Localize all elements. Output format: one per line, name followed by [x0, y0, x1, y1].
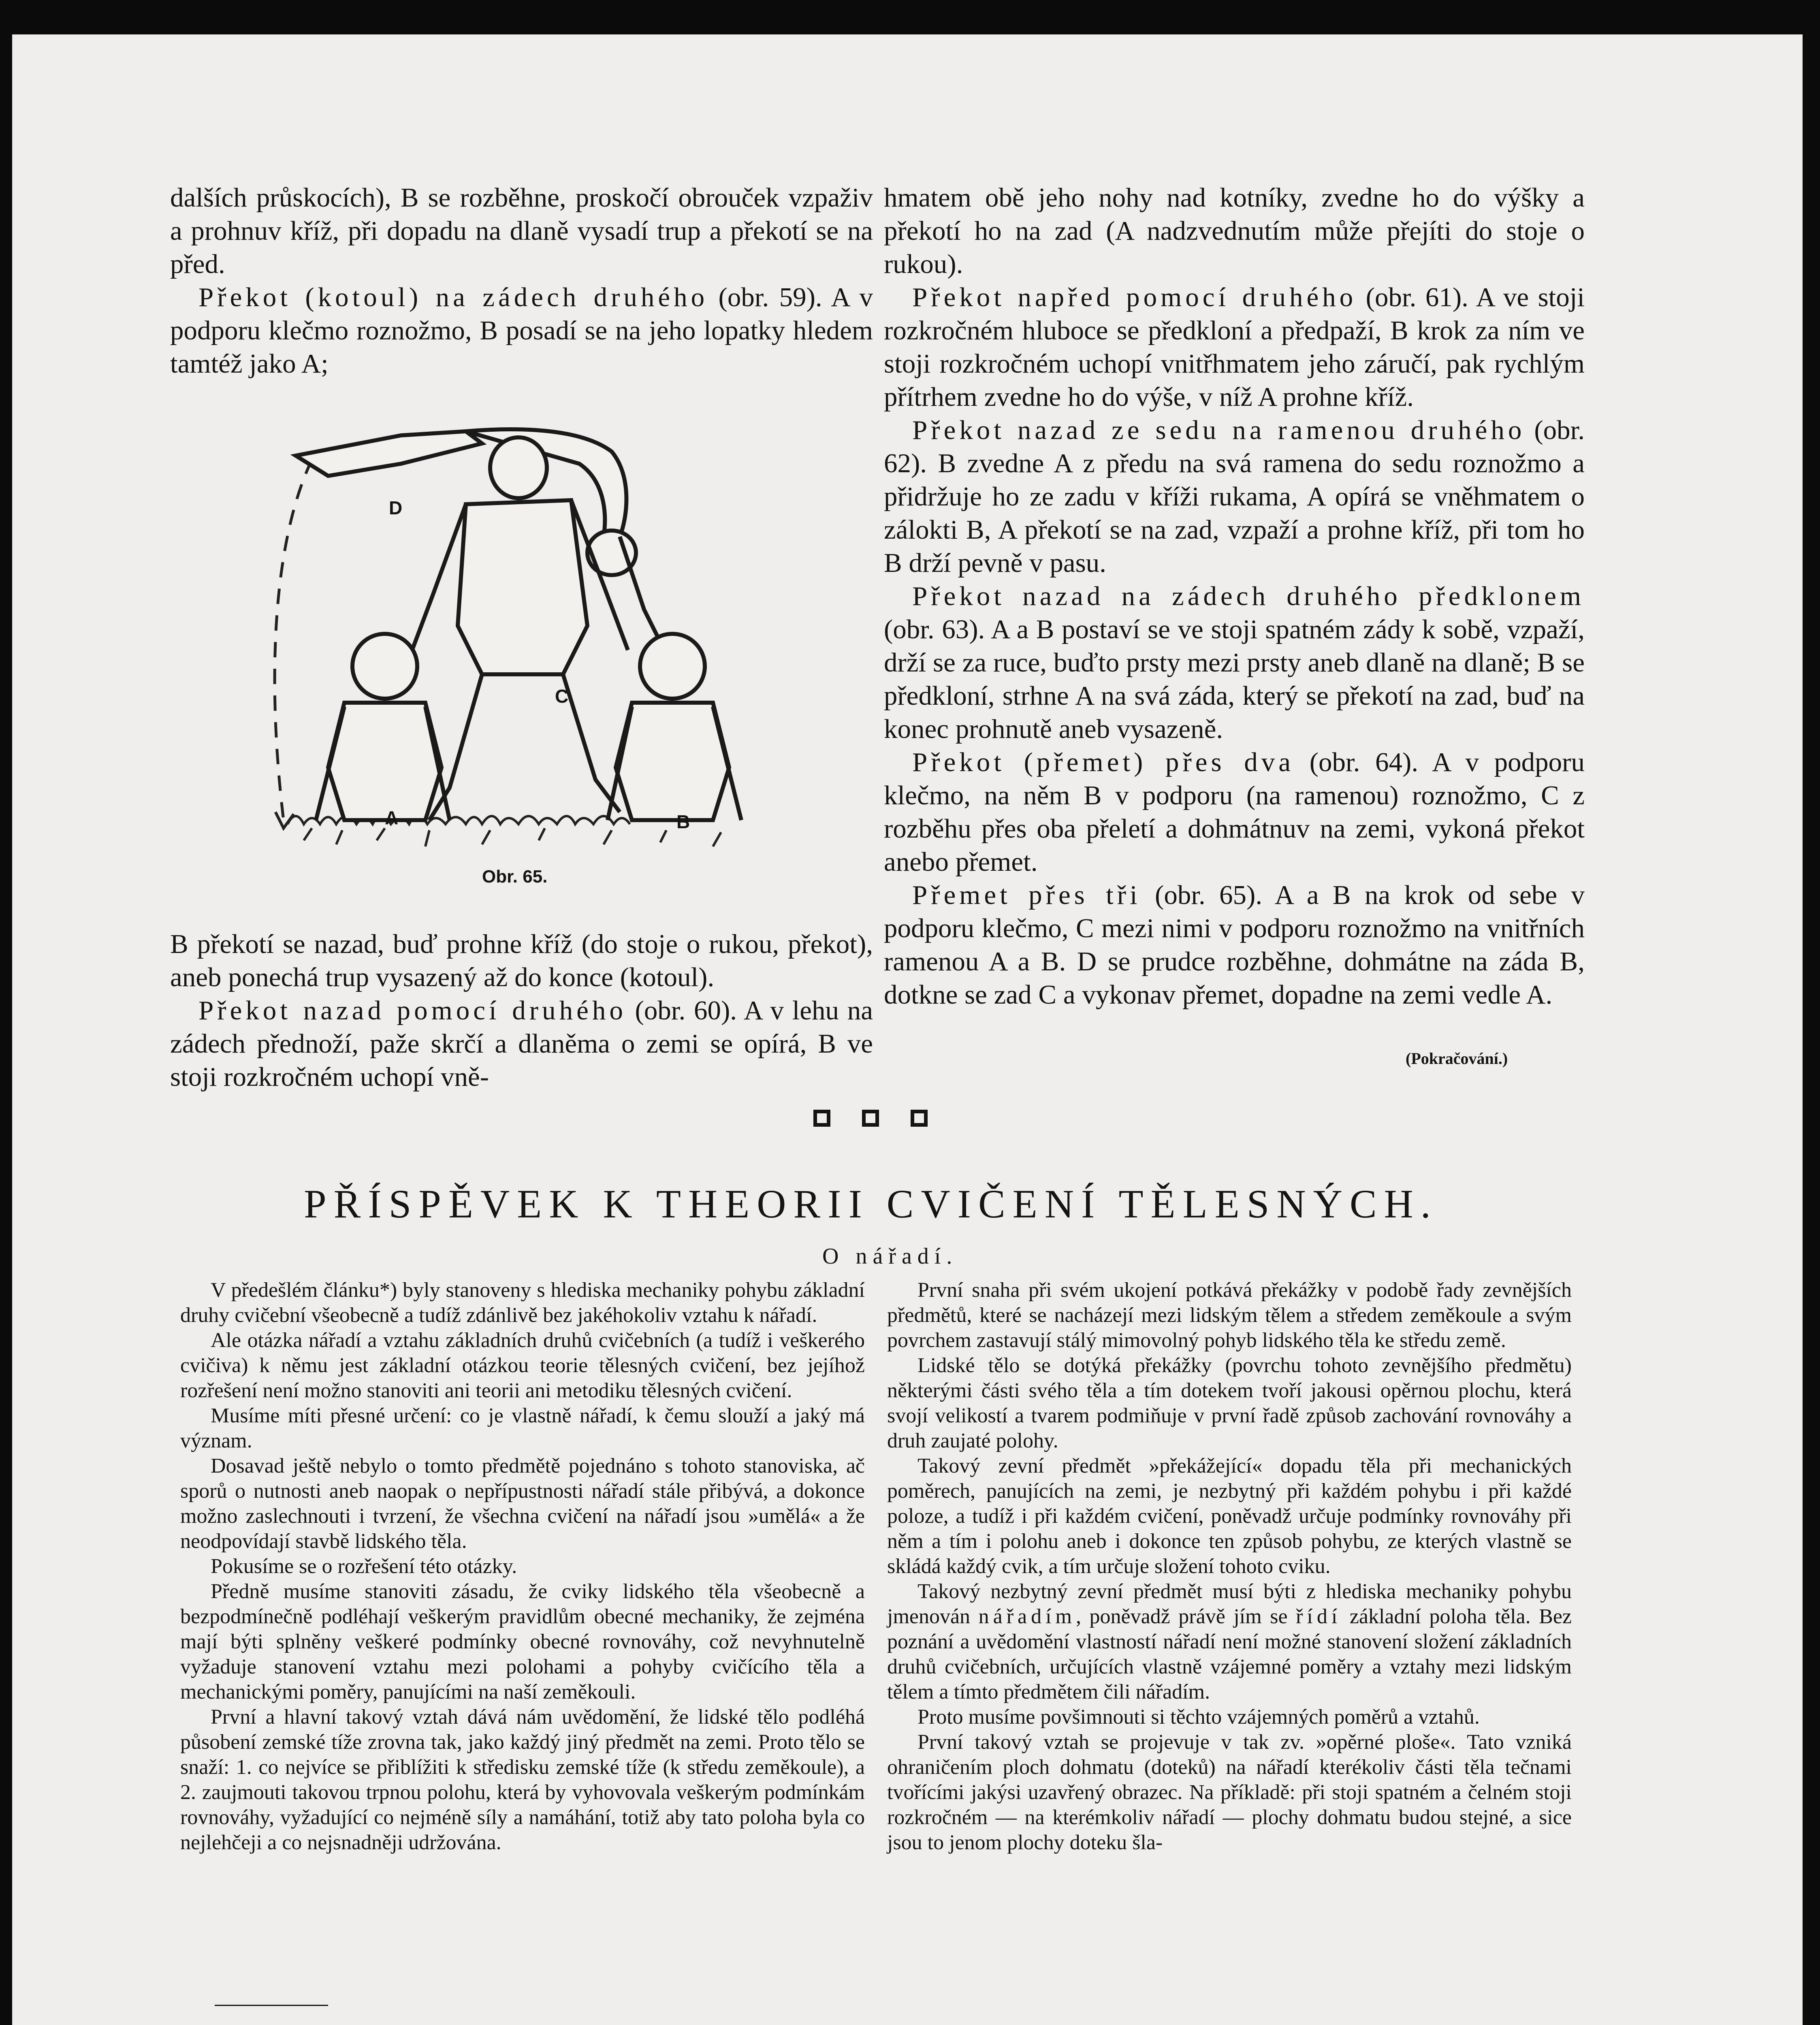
top-left-column-lower — [170, 927, 873, 1094]
top-left-column-upper — [170, 181, 873, 380]
separator-square — [862, 1110, 879, 1127]
continued-note: (Pokračování.) — [1406, 1049, 1508, 1068]
figure-label-b: B — [676, 811, 690, 832]
separator-square — [813, 1110, 830, 1127]
paragraph: B překotí se nazad, buď prohne kříž (do stoje o rukou, překot), aneb ponechá trup vysazený až do konce (kotoul). — [170, 929, 873, 992]
paragraph: dalších průskocích), B se rozběhne, proskočí obrouček vzpaživ a prohnuv kříž, při dopadu na dlaně vysadí trup a překotí se na před. — [170, 183, 873, 279]
paragraph-text: základní poloha těla. Bez poznání a uvědomění vlastností nářadí není možné stanovení složení základních druhů cvičebních, určujících vlastně vzájemné poměry a vztahy mezi lidským tělem a tímto předmětem čili nářadím. — [887, 1605, 1572, 1703]
paragraph-text: (obr. 63). A a B postaví se ve stoji spatném zády k sobě, vzpaží, drží se za ruce, buďto prsty mezi prsty aneb dlaně na dlaně; B se předkloní, strhne A na svá záda, který se překotí na zad, buď na konec prohnutě aneb vysazeně. — [884, 614, 1585, 744]
article-title: PŘÍSPĚVEK K THEORII CVIČENÍ TĚLESNÝCH. — [304, 1181, 1438, 1226]
paragraph: hmatem obě jeho nohy nad kotníky, zvedne ho do výšky a překotí ho na zad (A nadzvednutím může přejíti do stoje o rukou). — [884, 183, 1585, 279]
paragraph-text: (obr. 59). A v podporu klečmo roznožmo, B posadí se na jeho lopatky hledem tamtéž jako A; — [170, 282, 873, 379]
paragraph: Pokusíme se o rozřešení této otázky. — [211, 1555, 517, 1578]
arrow-head — [275, 812, 294, 828]
figure-label-a: A — [385, 807, 399, 828]
figure-caption: Obr. 65. — [482, 867, 548, 887]
paragraph-text: (obr. 65). A a B na krok od sebe v podporu klečmo, C mezi nimi v podporu roznožmo na vnitřních ramenou A a B. D se prudce rozběhne, dohmátne na záda B, dotkne se zad C a vykonav přemet, dopadne na zemi vedle A. — [884, 880, 1585, 1010]
paragraph — [884, 580, 1585, 746]
paragraph: První snaha při svém ukojení potkává překážky v podobě řady zevnějších předmětů, které se nacházejí mezi lidským tělem a středem zeměkoule a svým povrchem zastavují stálý mimovolný pohyb lidského těla ke středu země. — [887, 1279, 1572, 1352]
paragraph-text: (obr. 60). A v lehu na zádech přednoží, paže skrčí a dlaněma o zemi se opírá, B ve stoji rozkročném uchopí vně- — [170, 995, 873, 1092]
paragraph — [884, 746, 1585, 878]
figure-65 — [255, 383, 822, 881]
bottom-right-column — [887, 1278, 1572, 1855]
paragraph — [884, 414, 1585, 580]
figure-label-d: D — [389, 497, 403, 518]
paragraph — [887, 1579, 1572, 1705]
paragraph-text: Takový nezbytný zevní předmět musí býti z hlediska mechaniky pohybu jmenován — [887, 1580, 1572, 1628]
paragraph: Takový zevní předmět »překážející« dopadu těla při mechanických poměrech, panujících na zemi, je nezbytný při každém pohybu i při každé poloze, a tudíž i při každém cvičení, poněvadž určuje podmínky rovnováhy při něm a tím i polohu aneb i dokonce ten způsob pohybu, ze kterých vlastně se skládá každý cvik, a tím určuje složení tohoto cviku. — [887, 1454, 1572, 1578]
figure-label-c: C — [555, 686, 569, 707]
gymnastics-illustration — [255, 383, 822, 881]
paragraph: První takový vztah se projevuje v tak zv. »opěrné ploše«. Tato vzniká ohraničením ploch dohmatu (doteků) na nářadí kterékoliv části těla tečnami tvořícími jakýsi uzavřený obrazec. Na příkladě: při stoji spatném a čelném stoji rozkročném — na kterémkoliv nářadí — plochy dohmatu budou stejné, a sice jsou to jenom plochy doteku šla- — [887, 1731, 1572, 1854]
figure-b — [608, 634, 741, 820]
exercise-heading: Překot nazad ze sedu na ramenou druhého — [912, 415, 1526, 445]
top-right-column — [884, 181, 1585, 1011]
paragraph — [170, 281, 873, 380]
paragraph: Dosavad ještě nebylo o tomto předmětě pojednáno s tohoto stanoviska, ač sporů o nutnosti aneb naopak o nepřípustnosti nářadí stále přibývá, a dokonce možno zaslechnouti i tvrzení, že všechna cvičení na nářadí jsou »umělá« a že neodpovídají stavbě lidského těla. — [180, 1454, 865, 1553]
exercise-heading: Překot (kotoul) na zádech druhého — [198, 282, 708, 312]
document-page — [12, 34, 1803, 2025]
spaced-term: řídí — [1296, 1605, 1342, 1628]
paragraph-text: , poněvadž právě jím se — [1075, 1605, 1296, 1628]
paragraph — [170, 994, 873, 1094]
paragraph-text: (obr. 64). A v podporu klečmo, na něm B v podporu (na ramenou) roznožmo, C z rozběhu přes oba přeletí a dohmátnuv na zemi, vykoná překot anebo přemet. — [884, 747, 1585, 877]
paragraph: Předně musíme stanoviti zásadu, že cviky lidského těla všeobecně a bezpodmínečně podléhají veškerým pravidlům obecné mechaniky, že zejména mají býti splněny veškeré podmínky obecné rovnováhy, což nevyhnutelně vyžaduje stanovení vztahu mezi polohami a pohyby cvičícího těla a mechanickými poměry, panujícími na naší zeměkouli. — [180, 1580, 865, 1703]
footnote-rule — [215, 2005, 328, 2006]
separator-square — [911, 1110, 928, 1127]
paragraph: Lidské tělo se dotýká překážky (povrchu tohoto zevnějšího předmětu) některými části svého těla a tím dotekem tvoří jakousi opěrnou plochu, která svojí velikostí a tvarem podmiňuje v první řadě způsob zachování rovnováhy a druh zaujaté polohy. — [887, 1354, 1572, 1452]
exercise-heading: Překot (přemet) přes dva — [912, 747, 1294, 777]
paragraph-text: (obr. 61). A ve stoji rozkročném hluboce se předkloní a předpaží, B krok za ním ve stoji rozkročném uchopí vnitřhmatem jeho záručí, pak rychlým přítrhem zvedne ho do výše, v níž A prohne kříž. — [884, 282, 1585, 412]
spaced-term: nářadím — [978, 1605, 1076, 1628]
exercise-heading: Přemet přes tři — [912, 880, 1141, 910]
paragraph — [884, 878, 1585, 1011]
paragraph: První a hlavní takový vztah dává nám uvědomění, že lidské tělo podléhá působení zemské tíže zrovna tak, jako každý jiný předmět na zemi. Proto tělo se snaží: 1. co nejvíce se přiblížiti k středisku zemské tíže (k středu zeměkoule), a 2. zaujmouti takovou trpnou polohu, která by vyhovovala veškerým podmínkám rovnováhy, vyžadující co nejméně síly a namáhání, totiž aby tato poloha byla co nejlehčeji a co nejsnadněji udržována. — [180, 1705, 865, 1854]
paragraph: Ale otázka nářadí a vztahu základních druhů cvičebních (a tudíž i veškerého cvičiva) k němu jest základní otázkou teorie tělesných cvičení, bez jejíhož rozřešení není možno stanoviti ani teorii ani metodiku tělesných cvičení. — [180, 1329, 865, 1402]
paragraph: Musíme míti přesné určení: co je vlastně nářadí, k čemu slouží a jaký má význam. — [180, 1404, 865, 1452]
paragraph — [884, 281, 1585, 414]
bottom-left-column — [180, 1278, 865, 1855]
article-subtitle: O nářadí. — [822, 1244, 958, 1269]
exercise-heading: Překot napřed pomocí druhého — [912, 282, 1357, 312]
exercise-heading: Překot nazad na zádech druhého předklonem — [912, 581, 1585, 611]
paragraph: V předešlém článku*) byly stanoveny s hlediska mechaniky pohybu základní druhy cvičební všeobecně a tudíž zdánlivě bez jakéhokoliv vztahu k nářadí. — [180, 1279, 865, 1327]
figure-a — [316, 634, 450, 820]
paragraph: Proto musíme povšimnouti si těchto vzájemných poměrů a vztahů. — [917, 1705, 1480, 1729]
exercise-heading: Překot nazad pomocí druhého — [198, 995, 627, 1025]
trajectory-arc — [275, 460, 312, 820]
paragraph-text: (obr. 62). B zvedne A z předu na svá ramena do sedu roznožmo a přidržuje ho ze zadu v kříži rukama, A opírá se vněhmatem o zálokti B, A překotí se na zad, vzpaží a prohne kříž, při tom ho B drží pevně v pasu. — [884, 415, 1585, 578]
